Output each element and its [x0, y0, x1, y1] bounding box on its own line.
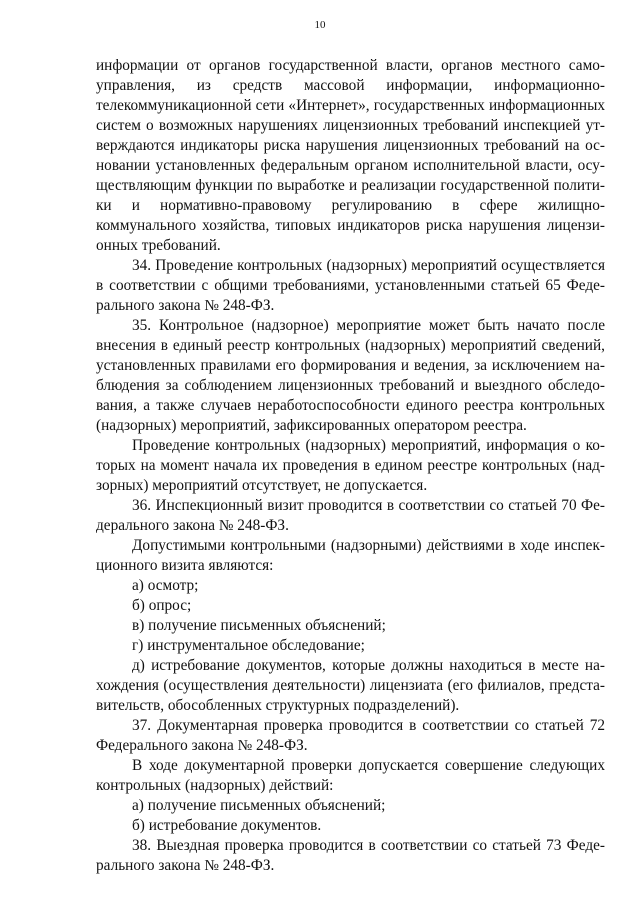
list-item: б) опрос; — [132, 597, 192, 614]
text-line: ществляющим функции по выработке и реализации государственной полити- — [96, 177, 605, 194]
text-line: торых на момент начала их проведения в едином реестре контрольных (над- — [96, 457, 605, 474]
list-item: а) получение письменных объяснений; — [132, 797, 386, 814]
list-item: а) осмотр; — [132, 577, 199, 594]
text-line: новании установленных федеральным органом исполнительной власти, осу- — [96, 157, 605, 174]
text-line: контрольных (надзорных) действий: — [96, 777, 334, 794]
text-line: зорных) мероприятий отсутствует, не допускается. — [96, 477, 428, 494]
text-line: онных требований. — [96, 237, 221, 254]
text-line: управления, из средств массовой информации, информационно- — [96, 77, 605, 94]
text-line: телекоммуникационной сети «Интернет», государственных информационных — [96, 97, 605, 114]
text-line: хождения (осуществления деятельности) лицензиата (его филиалов, предста- — [96, 677, 605, 694]
text-line: рального закона № 248-ФЗ. — [96, 297, 275, 314]
text-line: дерального закона № 248-ФЗ. — [96, 517, 289, 534]
text-line: внесения в единый реестр контрольных (надзорных) мероприятий сведений, — [96, 337, 605, 354]
text-line: блюдения за соблюдением лицензионных требований и выездного обследо- — [96, 377, 605, 394]
paragraph: Проведение контрольных (надзорных) мероприятий, информация о ко- — [132, 437, 605, 454]
text-line: рального закона № 248-ФЗ. — [96, 857, 275, 874]
paragraph-37: 37. Документарная проверка проводится в соответствии со статьей 72 — [132, 717, 605, 734]
text-line: верждаются индикаторы риска нарушения лицензионных требований на ос- — [96, 137, 605, 154]
text-line: вительств, обособленных структурных подразделений). — [96, 697, 460, 714]
list-item: в) получение письменных объяснений; — [132, 617, 386, 634]
paragraph: Допустимыми контрольными (надзорными) действиями в ходе инспек- — [132, 537, 605, 554]
list-item: д) истребование документов, которые должны находиться в месте на- — [132, 657, 605, 674]
page-number: 10 — [314, 19, 326, 31]
paragraph: В ходе документарной проверки допускается совершение следующих — [132, 757, 605, 774]
text-line: (надзорных) мероприятий, зафиксированных оператором реестра. — [96, 417, 527, 434]
text-line: установленных правилами его формирования и ведения, за исключением на- — [96, 357, 605, 374]
text-line: в соответствии с общими требованиями, установленными статьей 65 Феде- — [96, 277, 605, 294]
text-line: систем о возможных нарушениях лицензионных требований инспекцией ут- — [96, 117, 605, 134]
list-item: г) инструментальное обследование; — [132, 637, 365, 654]
text-line: коммунального хозяйства, типовых индикаторов риска нарушения лицензи- — [96, 217, 605, 234]
text-line: информации от органов государственной власти, органов местного само- — [96, 57, 605, 74]
paragraph-34: 34. Проведение контрольных (надзорных) мероприятий осуществляется — [132, 257, 605, 274]
text-line: ки и нормативно-правовому регулированию в сфере жилищно- — [96, 197, 605, 214]
paragraph-36: 36. Инспекционный визит проводится в соответствии со статьей 70 Фе- — [132, 497, 605, 514]
paragraph-38: 38. Выездная проверка проводится в соответствии со статьей 73 Феде- — [132, 837, 605, 854]
text-line: Федерального закона № 248-ФЗ. — [96, 737, 308, 754]
list-item: б) истребование документов. — [132, 817, 322, 834]
text-line: вания, а также случаев неработоспособности единого реестра контрольных — [96, 397, 605, 414]
paragraph-35: 35. Контрольное (надзорное) мероприятие может быть начато после — [132, 317, 605, 334]
text-line: ционного визита являются: — [96, 557, 274, 574]
